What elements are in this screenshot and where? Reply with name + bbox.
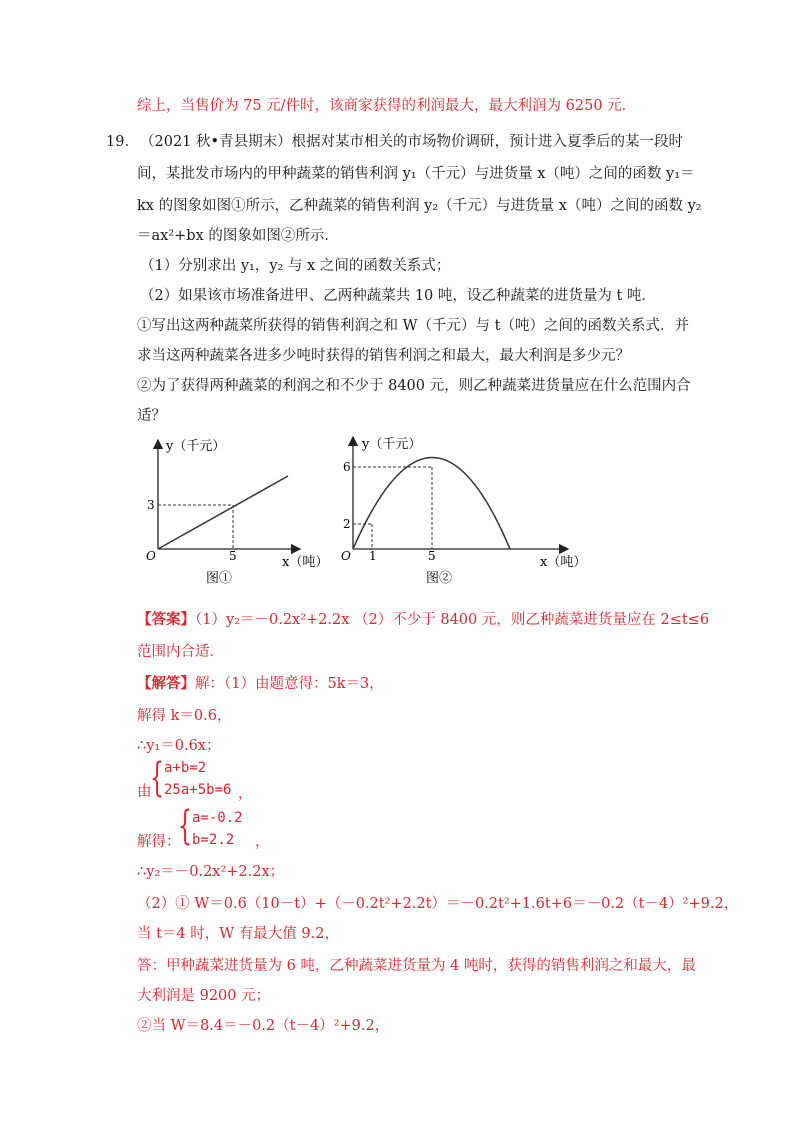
fig1-tick-y: 3 [147,498,155,512]
question-line-2: 间，某批发市场内的甲种蔬菜的销售利润 y₁（千元）与进货量 x（吨）之间的函数 y₁＝ [137,166,695,182]
question-subpart-2-line-2: 适？ [137,408,166,424]
question-part-1: （1）分别求出 y₁，y₂ 与 x 之间的函数关系式； [140,258,451,274]
solution-line-1 [137,674,384,694]
fig2-y-label: y（千元） [362,437,422,452]
system-1-eq-2: 25a+5b=6 [164,782,232,798]
previous-conclusion: 综上，当售价为 75 元/件时，该商家获得的利润最大，最大利润为 6250 元． [137,98,637,114]
fig2-x-label: x（吨） [540,555,587,570]
answer-line-1 [137,610,709,630]
fig2-tick-x5: 5 [428,549,436,563]
question-line-1: （2021 秋•青县期末）根据对某市相关的市场物价调研，预计进入夏季后的某一段时 [140,134,684,150]
question-subpart-1-line-1: ①写出这两种蔬菜所获得的销售利润之和 W（千元）与 t（吨）之间的函数关系式．并 [137,318,689,334]
solution-line-5: （2）① W＝0.6（10－t）+（－0.2t²+2.2t）＝－0.2t²+1.6t+6＝－0.2（t－4）²+9.2， [137,896,739,912]
answer-line-2: 范围内合适． [137,644,224,660]
solution-line-8: 大利润是 9200 元； [137,988,271,1004]
fig2-tick-x1: 1 [369,549,377,563]
answer-text: （1）y₂＝－0.2x²+2.2x （2）不少于 8400 元，则乙种蔬菜进货量应在 2≤t≤6 [195,612,710,628]
fig1-tick-x: 5 [229,549,237,563]
system-1-brace: { [150,755,164,801]
question-line-4: ＝ax²+bx 的图象如图②所示． [137,228,339,244]
fig1-line-y1 [158,476,288,549]
solution-line-7: 答：甲种蔬菜进货量为 6 吨，乙种蔬菜进货量为 4 吨时，获得的销售利润之和最大，最 [137,958,696,974]
question-subpart-2-line-1: ②为了获得两种蔬菜的利润之和不少于 8400 元，则乙种蔬菜进货量应在什么范围内合 [137,378,691,394]
question-number: 19. [106,134,130,150]
fig1-origin: O [146,549,156,563]
solution-line-2: 解得 k＝0.6， [137,708,232,724]
fig1-caption: 图① [206,571,233,586]
solution-line-4: ∴y₂＝－0.2x²+2.2x； [137,864,285,880]
system-1-eq-1: a+b=2 [164,760,207,776]
figure-2-parabola-graph [330,432,587,592]
fig1-y-label: y（千元） [166,439,226,454]
question-part-2: （2）如果该市场准备进甲、乙两种蔬菜共 10 吨，设乙种蔬菜的进货量为 t 吨． [140,288,656,304]
system-1-suffix: ， [238,786,253,802]
fig2-origin: O [341,549,351,563]
system-2-suffix: ， [255,834,270,850]
fig2-tick-y2: 2 [343,517,351,531]
question-line-3: kx 的图象如图①所示，乙种蔬菜的销售利润 y₂（千元）与进货量 x（吨）之间的函数 y₂ [137,198,702,214]
solution-line-3: ∴y₁＝0.6x； [137,738,221,754]
solution-line-6: 当 t＝4 时，W 有最大值 9.2， [137,926,339,942]
question-subpart-1-line-2: 求当这两种蔬菜各进多少吨时获得的销售利润之和最大，最大利润是多少元？ [137,348,630,364]
system-2-eq-1: a=-0.2 [192,810,243,826]
fig2-tick-y6: 6 [343,460,351,474]
figure-1-linear-graph [140,432,329,592]
system-1-prefix: 由 [137,784,152,800]
system-2-brace: { [178,803,192,849]
solution-line-9: ②当 W＝8.4＝－0.2（t－4）²+9.2， [137,1018,390,1034]
system-2-eq-2: b=2.2 [192,832,235,848]
fig2-caption: 图② [426,571,453,586]
fig1-x-label: x（吨） [282,555,329,570]
answer-tag: 【答案】 [137,611,195,628]
solution-text-1: 解：（1）由题意得：5k＝3， [195,676,384,692]
solution-tag: 【解答】 [137,675,195,692]
system-2-prefix: 解得： [137,834,181,850]
